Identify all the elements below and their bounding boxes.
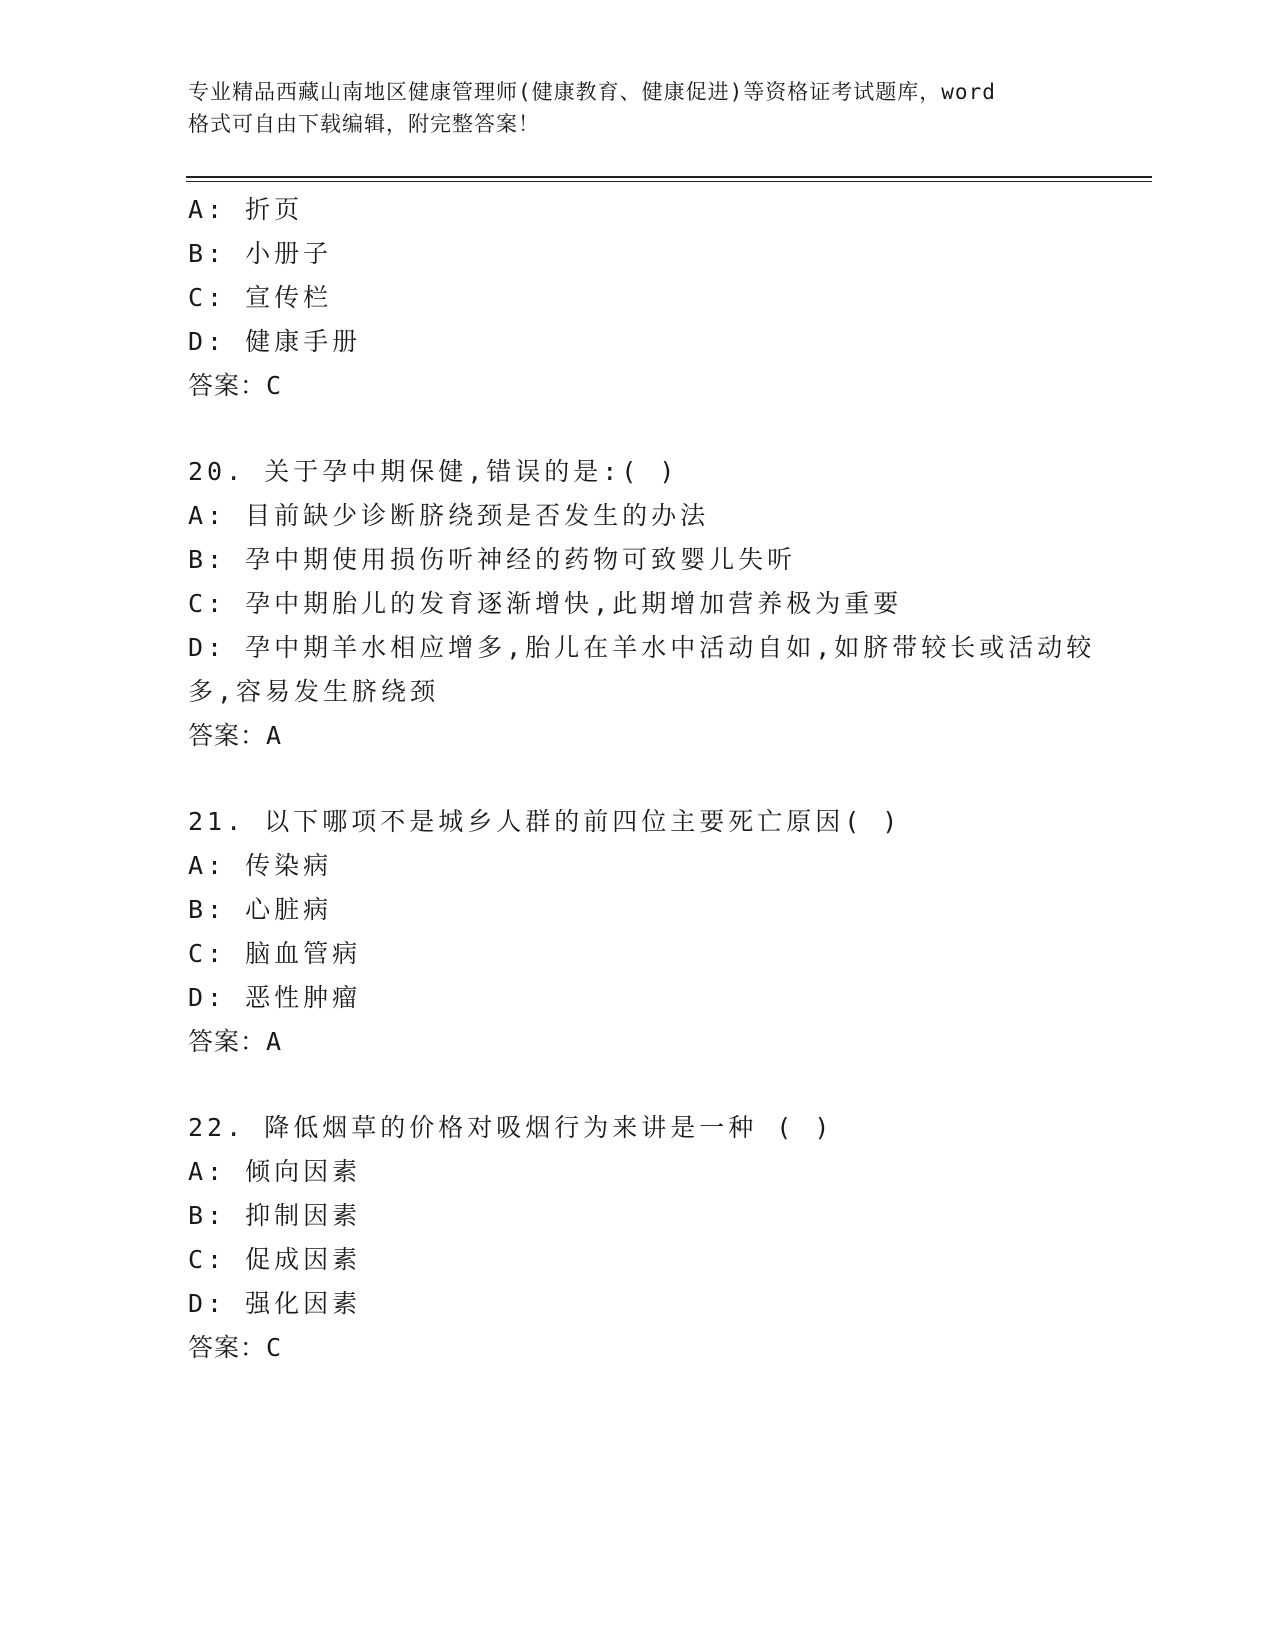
option-d: D: 健康手册 (188, 327, 362, 356)
header-divider-thin (186, 181, 1152, 182)
option-b: B: 抑制因素 (188, 1201, 362, 1230)
option-d: D: 孕中期羊水相应增多,胎儿在羊水中活动自如,如脐带较长或活动较 (188, 633, 1096, 662)
answer-line: 答案：A (188, 1027, 283, 1056)
option-c: C: 脑血管病 (188, 939, 362, 968)
answer-line: 答案：C (188, 371, 283, 400)
option-a: A: 传染病 (188, 851, 333, 880)
answer-line: 答案：A (188, 721, 283, 750)
header-line-1: 专业精品西藏山南地区健康管理师(健康教育、健康促进)等资格证考试题库，word (188, 80, 996, 104)
option-d: D: 恶性肿瘤 (188, 983, 362, 1012)
option-a: A: 目前缺少诊断脐绕颈是否发生的办法 (188, 501, 710, 530)
option-d-continued: 多,容易发生脐绕颈 (188, 677, 440, 706)
option-a: A: 折页 (188, 195, 304, 224)
option-c: C: 宣传栏 (188, 283, 333, 312)
answer-line: 答案：C (188, 1333, 283, 1362)
option-b: B: 心脏病 (188, 895, 333, 924)
question-stem: 20. 关于孕中期保健,错误的是:( ) (188, 457, 679, 486)
header-line-2: 格式可自由下载编辑，附完整答案！ (188, 112, 540, 136)
option-c: C: 促成因素 (188, 1245, 362, 1274)
question-stem: 22. 降低烟草的价格对吸烟行为来讲是一种 ( ) (188, 1113, 834, 1142)
option-a: A: 倾向因素 (188, 1157, 362, 1186)
option-b: B: 小册子 (188, 239, 333, 268)
document-header (188, 76, 1088, 140)
question-stem: 21. 以下哪项不是城乡人群的前四位主要死亡原因( ) (188, 807, 902, 836)
option-b: B: 孕中期使用损伤听神经的药物可致婴儿失听 (188, 545, 797, 574)
header-divider (186, 176, 1152, 178)
option-d: D: 强化因素 (188, 1289, 362, 1318)
option-c: C: 孕中期胎儿的发育逐渐增快,此期增加营养极为重要 (188, 589, 903, 618)
